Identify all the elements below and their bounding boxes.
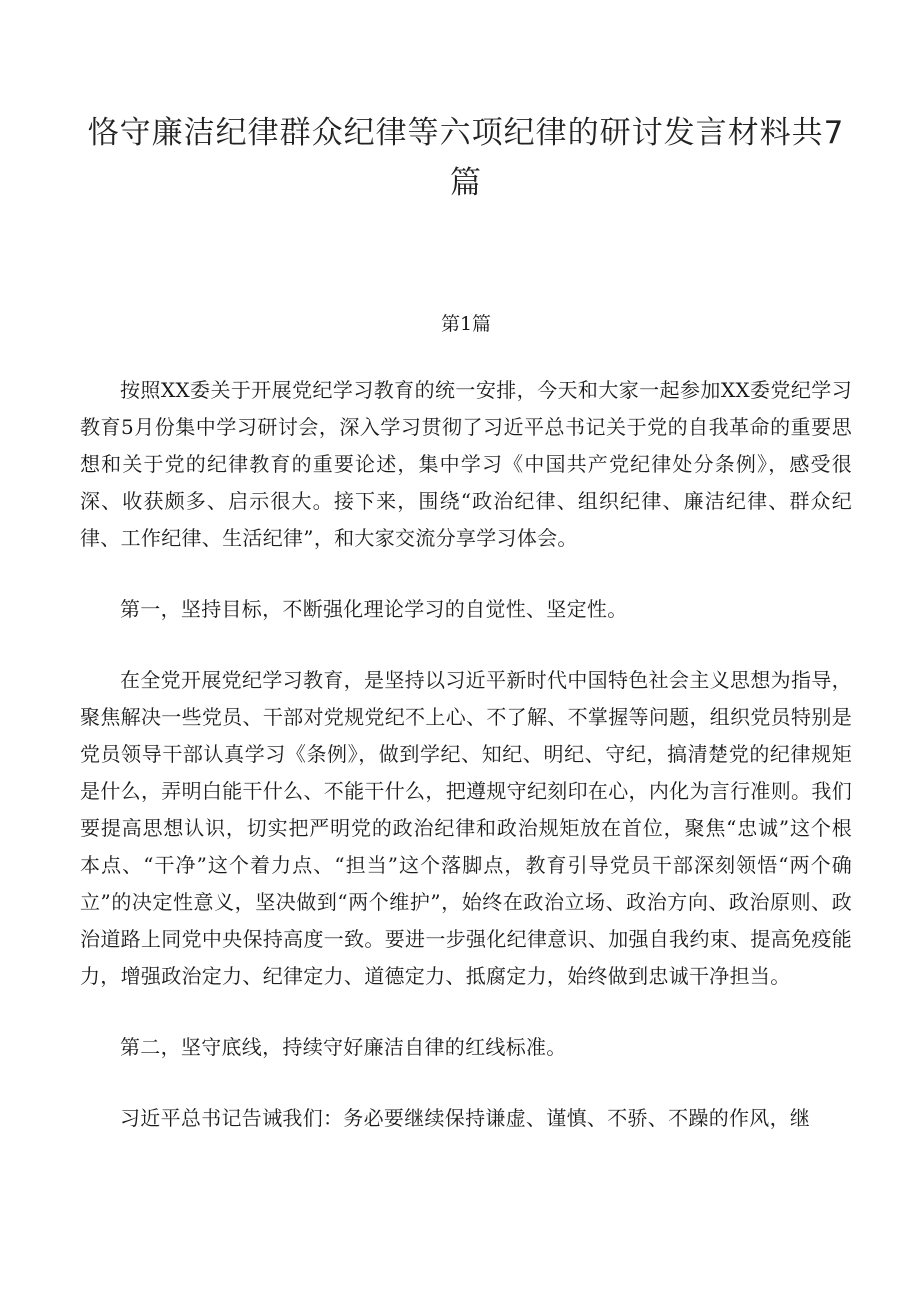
paragraph-point-one-heading: 第一，坚持目标，不断强化理论学习的自觉性、坚定性。 [120,597,628,621]
section-heading: 第1篇 [440,313,492,335]
paragraph-point-two-body: 习近平总书记告诫我们：务必要继续保持谦虚、谨慎、不骄、不躁的作风，继 [120,1106,811,1130]
paragraph-intro: 按照XX委关于开展党纪学习教育的统一安排，今天和大家一起参加XX委党纪学习教育5月份集中学习研讨会，深入学习贯彻了习近平总书记关于党的自我革命的重要思想和关于党的纪律教育的重要论述，集中学习《中国共产党纪律处分条例》，感受很深、收获颇多、启示很大。接下来，围绕“政治纪律、组织纪律、廉洁纪律、群众纪律、工作纪律、生活纪律”，和大家交流分享学习体会。 [80,378,852,550]
paragraph-point-two-heading: 第二，坚守底线，持续守好廉洁自律的红线标准。 [120,1035,567,1059]
paragraph-point-one-body: 在全党开展党纪学习教育，是坚持以习近平新时代中国特色社会主义思想为指导，聚焦解决一些党员、干部对党规党纪不上心、不了解、不掌握等问题，组织党员特别是党员领导干部认真学习《条例》，做到学纪、知纪、明纪、守纪，搞清楚党的纪律规矩是什么，弄明白能干什么、不能干什么，把遵规守纪刻印在心，内化为言行准则。我们要提高思想认识，切实把严明党的政治纪律和政治规矩放在首位，聚焦“忠诚”这个根本点、“干净”这个着力点、“担当”这个落脚点，教育引导党员干部深刻领悟“两个确立”的决定性意义，坚决做到“两个维护”，始终在政治立场、政治方向、政治原则、政治道路上同党中央保持高度一致。要进一步强化纪律意识、加强自我约束、提高免疫能力，增强政治定力、纪律定力、道德定力、抵腐定力，始终做到忠诚干净担当。 [80,668,852,988]
document-title: 恪守廉洁纪律群众纪律等六项纪律的研讨发言材料共7篇 [87,115,845,201]
